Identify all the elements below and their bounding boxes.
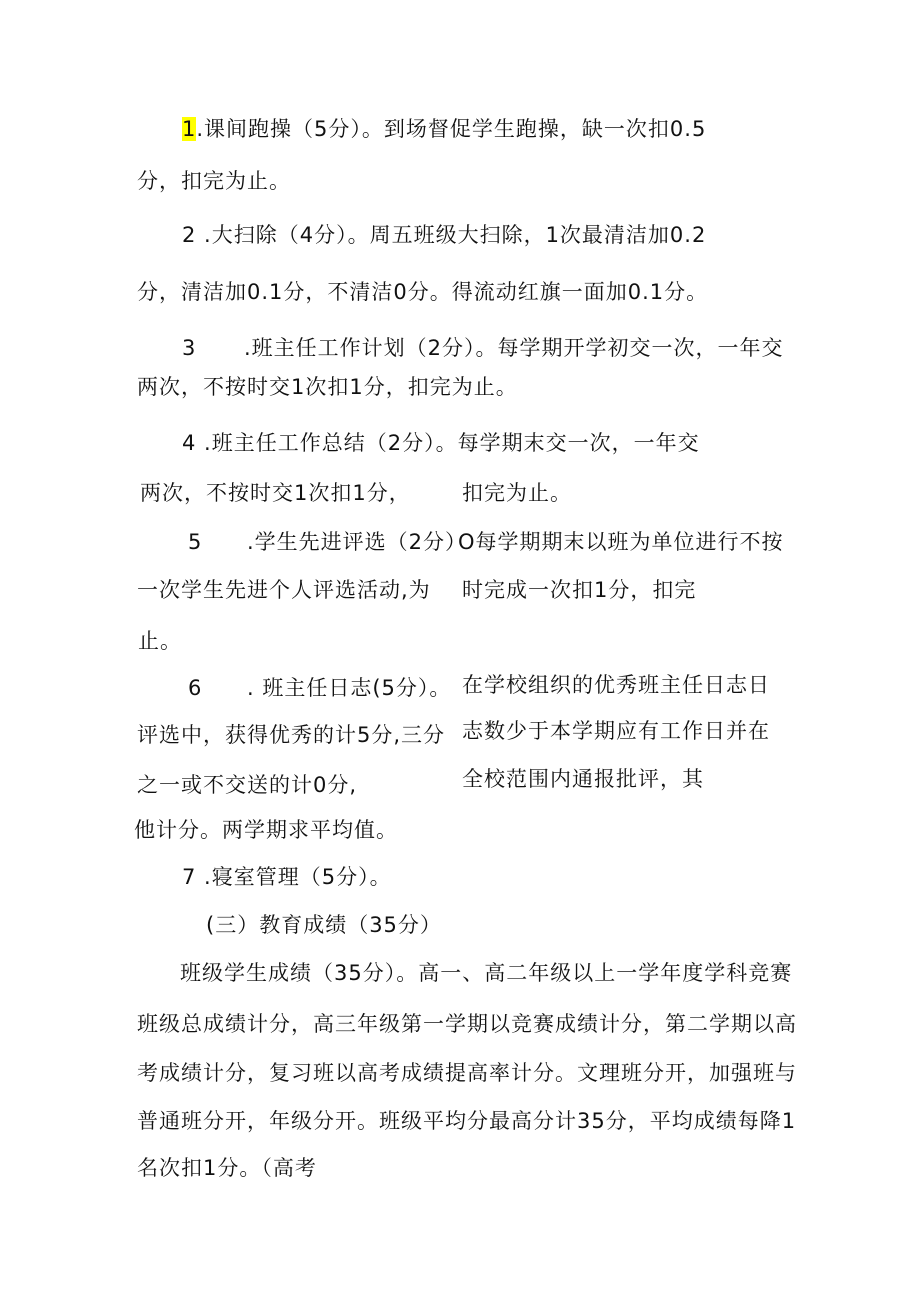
item-5-right-col-2: 时完成一次扣1分，扣完 <box>462 578 697 602</box>
item-6-line-1: . 班主任日志(5分）。 <box>247 676 452 700</box>
section-3-line-2: 班级总成绩计分，高三年级第一学期以竞赛成绩计分，第二学期以高 <box>137 1012 797 1036</box>
item-4-line-1: 4 .班主任工作总结（2分）。每学期末交一次，一年交 <box>182 431 700 455</box>
item-3-line-1: .班主任工作计划（2分）。每学期开学初交一次，一年交 <box>244 336 784 360</box>
item-3-number: 3 <box>182 336 197 360</box>
item-3-line-2: 两次，不按时交1次扣1分，扣完为止。 <box>137 375 518 399</box>
item-2-line-1: 2 .大扫除（4分）。周五班级大扫除，1次最清洁加0.2 <box>182 223 707 247</box>
item-1-number-highlight: 1 <box>182 117 197 141</box>
item-5-line-1: .学生先进评选（2分） <box>247 530 468 554</box>
item-6-line-4: 他计分。两学期求平均值。 <box>134 818 398 842</box>
item-6-left-col-3: 之一或不交送的计0分, <box>137 773 358 797</box>
item-1-line-2: 分，扣完为止。 <box>137 169 291 193</box>
item-7-line-1: 7 .寝室管理（5分）。 <box>182 865 392 889</box>
section-3-line-4: 普通班分开，年级分开。班级平均分最高分计35分，平均成绩每降1 <box>137 1109 797 1133</box>
item-4-line-2-left: 两次，不按时交1次扣1分， <box>140 481 411 505</box>
item-6-number: 6 <box>188 676 203 700</box>
item-6-right-col-3: 全校范围内通报批评，其 <box>462 767 704 791</box>
section-3-line-1: 班级学生成绩（35分）。高一、高二年级以上一学年度学科竞赛 <box>180 961 793 985</box>
item-5-right-col-1: O每学期期末以班为单位进行不按 <box>458 530 784 554</box>
item-1-line-1 <box>182 114 706 144</box>
item-4-line-2-right: 扣完为止。 <box>462 481 572 505</box>
item-6-right-col-2: 志数少于本学期应有工作日并在 <box>462 719 770 743</box>
section-3-line-3: 考成绩计分，复习班以高考成绩提高率计分。文理班分开，加强班与 <box>137 1061 797 1085</box>
item-5-left-col-2: 一次学生先进个人评选活动,为 <box>137 578 431 602</box>
item-1-text: .课间跑操（5分）。到场督促学生跑操，缺一次扣0.5 <box>196 117 707 141</box>
section-3-heading: (三）教育成绩（35分） <box>206 913 442 937</box>
item-5-line-3: 止。 <box>138 629 182 653</box>
item-6-right-col-1: 在学校组织的优秀班主任日志日 <box>462 673 770 697</box>
item-6-left-col-2: 评选中，获得优秀的计5分,三分 <box>137 723 446 747</box>
item-5-number: 5 <box>188 530 203 554</box>
item-2-line-2: 分，清洁加0.1分，不清洁0分。得流动红旗一面加0.1分。 <box>137 280 709 304</box>
section-3-line-5: 名次扣1分。（高考 <box>137 1156 317 1180</box>
